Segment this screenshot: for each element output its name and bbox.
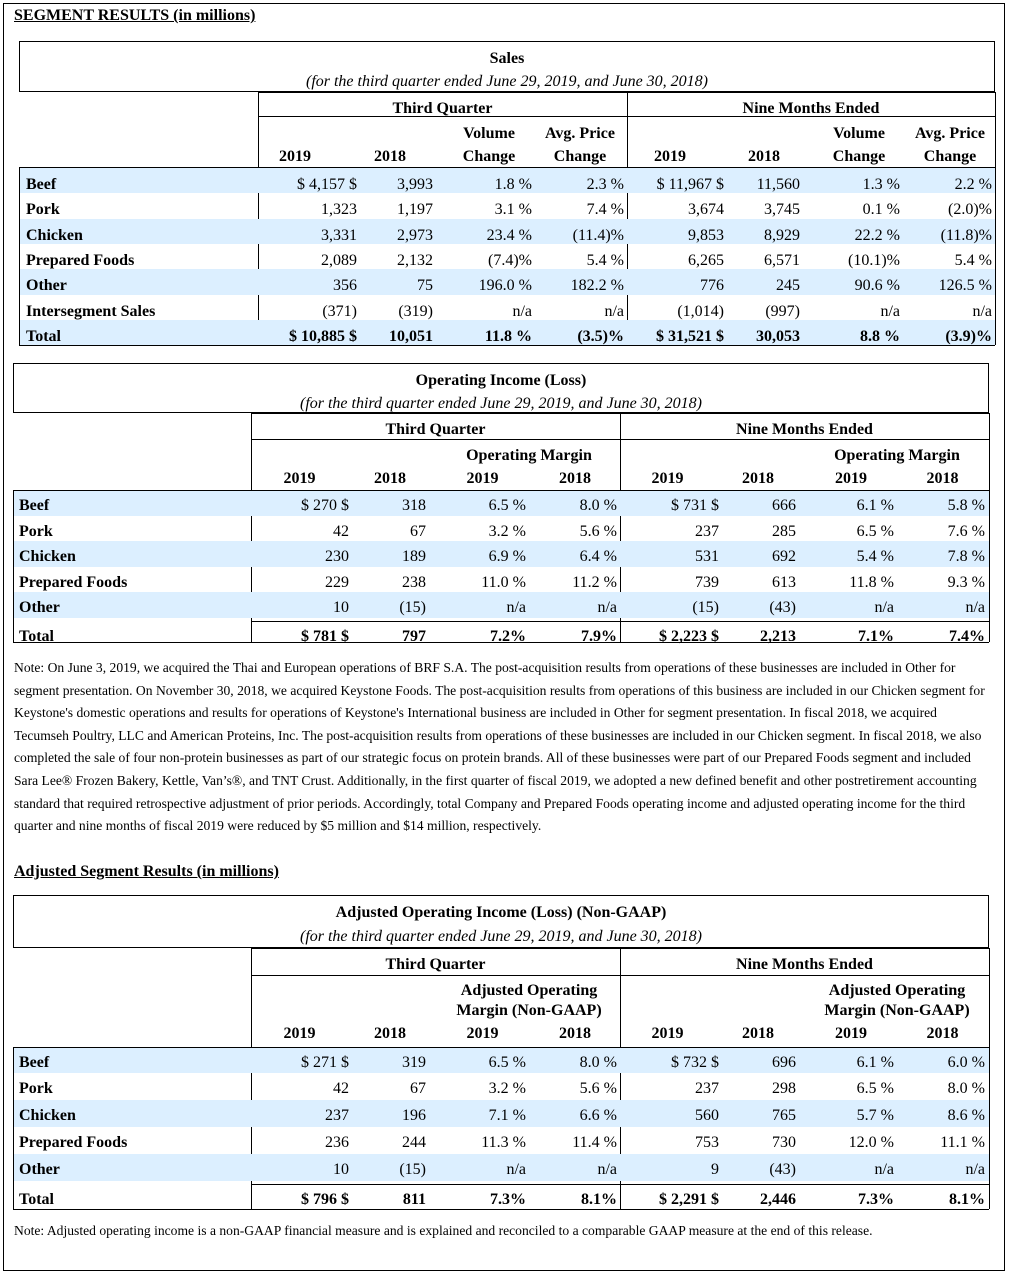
sales-outer-left-rule (19, 167, 20, 345)
sales-cell-nm_2018: 245 (776, 277, 800, 294)
oi-cell-tq_m2019: n/a (506, 599, 526, 616)
sales-cell-nm_price: (2.0)% (948, 201, 992, 218)
adj-cell-nm_m2018: 11.1 % (940, 1134, 985, 1151)
sales-cell-nm_vol: 1.3 % (862, 176, 900, 193)
oi-col-nm_m2019: 2019 (835, 470, 867, 487)
sales-cell-tq_2019: $ 10,885 $ (289, 328, 357, 345)
sales-cell-tq_2018: 1,197 (397, 201, 433, 218)
adj-cell-nm_m2019: 5.7 % (856, 1107, 894, 1124)
oi-cell-tq_2019: 230 (325, 548, 349, 565)
adj-col-tq_2019: 2019 (283, 1025, 316, 1042)
adj-cell-tq_2018: 811 (402, 1191, 426, 1208)
sales-cell-nm_2018: 8,929 (764, 227, 800, 244)
sales-cell-nm_vol: 0.1 % (862, 201, 900, 218)
sales-col-nm_price-line2: Change (923, 148, 977, 165)
sales-cell-tq_price: 7.4 % (586, 201, 624, 218)
sales-col-tq_vol-line1: Volume (463, 125, 515, 142)
sales-col-nm_vol-line2: Change (832, 148, 886, 165)
adj-cell-nm_m2018: 8.0 % (947, 1080, 985, 1097)
adjusted-income-subtitle: (for the third quarter ended June 29, 2019, and June 30, 2018) (299, 928, 702, 945)
adj-row-label: Prepared Foods (19, 1134, 128, 1151)
oi-header-bottom-line (13, 490, 989, 491)
sales-col-tq_price-line1: Avg. Price (545, 125, 615, 142)
sales-col-tq_2018: 2018 (374, 148, 406, 165)
operating-income-title: Operating Income (Loss) (415, 372, 587, 389)
sales-cell-tq_2018: (319) (398, 303, 433, 320)
sales-cell-nm_price: (3.9)% (945, 328, 992, 345)
sales-cell-tq_2018: 2,132 (397, 252, 433, 269)
oi-cell-nm_m2019: 5.4 % (856, 548, 894, 565)
oi-total-line (251, 621, 989, 622)
sales-cell-nm_vol: 90.6 % (854, 277, 900, 294)
adj-cell-nm_m2019: n/a (874, 1161, 894, 1178)
adj-cell-tq_m2019: n/a (506, 1161, 526, 1178)
oi-cell-nm_m2018: 7.8 % (947, 548, 985, 565)
adj-cell-nm_2018: 730 (772, 1134, 796, 1151)
adj-cell-nm_2018: 298 (772, 1080, 796, 1097)
adj-cell-tq_2018: 244 (402, 1134, 426, 1151)
oi-cell-tq_m2019: 3.2 % (488, 523, 526, 540)
adj-cell-tq_2019: 42 (333, 1080, 349, 1097)
oi-col-nm_2018: 2018 (742, 470, 774, 487)
sales-cell-nm_2019: 9,853 (688, 227, 724, 244)
sales-cell-nm_2019: (1,014) (677, 303, 724, 320)
oi-cell-tq_m2018: 6.4 % (579, 548, 617, 565)
adj-group-nine-months: Nine Months Ended (736, 956, 873, 973)
sales-row-label: Prepared Foods (26, 252, 135, 269)
sales-cell-tq_price: 182.2 % (570, 277, 624, 294)
oi-row-label: Prepared Foods (19, 574, 128, 591)
oi-cell-nm_m2019: 6.1 % (856, 497, 894, 514)
sales-cell-tq_vol: 11.8 % (484, 328, 532, 345)
sales-col-tq_2019: 2019 (279, 148, 311, 165)
sales-cell-tq_2019: 3,331 (321, 227, 357, 244)
oi-cell-tq_2018: (15) (399, 599, 426, 616)
adjusted-segment-results-heading: Adjusted Segment Results (in millions) (14, 863, 279, 880)
adj-cell-nm_2018: 765 (772, 1107, 796, 1124)
sales-cell-tq_2019: 2,089 (321, 252, 357, 269)
sales-row-label: Beef (26, 176, 57, 193)
sales-cell-nm_price: n/a (972, 303, 992, 320)
oi-cell-nm_m2018: 7.6 % (947, 523, 985, 540)
operating-income-subtitle: (for the third quarter ended June 29, 2019, and June 30, 2018) (299, 395, 702, 412)
sales-col-tq_price-line2: Change (553, 148, 607, 165)
adj-outer-left-rule (13, 1047, 14, 1209)
sales-cell-tq_price: n/a (604, 303, 624, 320)
adj-cell-tq_m2019: 3.2 % (488, 1080, 526, 1097)
adj-cell-nm_m2018: 8.1% (949, 1191, 985, 1208)
sales-subtitle: (for the third quarter ended June 29, 2019, and June 30, 2018) (305, 73, 708, 90)
oi-col-tq_2019: 2019 (283, 470, 316, 487)
acquisitions-note: Note: On June 3, 2019, we acquired the Thai and European operations of BRF S.A. The post-acquisition results from operations of these businesses are included in Other for segment presentation. On November 30, 2018, we acquired Keystone Foods. The post-acquisition results from operations of this business are included in our Chicken segment for Keystone's domestic operations and results for operations of Keystone's International business are included in Other for segment presentation. In fiscal 2018, we acquired Tecumseh Poultry, LLC and American Proteins, Inc. The post-acquisition results from operations of these businesses are included in our Chicken segment. In fiscal 2018, we also completed the sale of four non-protein businesses as part of our strategic focus on protein brands. All of these businesses were part of our Prepared Foods segment and included Sara Lee® Frozen Bakery, Kettle, Van’s®, and TNT Crust. Additionally, in the first quarter of fiscal 2019, we adopted a new defined benefit and other postretirement accounting standard that required retrospective adjustment of prior periods. Accordingly, total Company and Prepared Foods operating income and adjusted operating income for the third quarter and nine months of fiscal 2019 were reduced by $5 million and $14 million, respectively. (14, 660, 985, 834)
sales-row-label: Total (26, 328, 61, 345)
adj-cell-nm_m2018: 8.6 % (947, 1107, 985, 1124)
sales-cell-tq_2018: 10,051 (389, 328, 433, 345)
adj-cell-nm_m2019: 6.1 % (856, 1054, 894, 1071)
adj-total-line (251, 1184, 989, 1185)
sales-cell-tq_price: 5.4 % (586, 252, 624, 269)
oi-row-label: Total (19, 628, 54, 645)
oi-cell-tq_m2018: n/a (597, 599, 617, 616)
oi-cell-tq_m2018: 8.0 % (579, 497, 617, 514)
oi-cell-tq_2019: $ 270 $ (301, 497, 349, 514)
oi-row-label: Other (19, 599, 60, 616)
sales-cell-nm_2019: 3,674 (688, 201, 724, 218)
adj-cell-nm_m2018: 6.0 % (947, 1054, 985, 1071)
oi-cell-nm_m2019: 7.1% (858, 628, 894, 645)
adj-cell-nm_m2019: 7.3% (858, 1191, 894, 1208)
oi-cell-nm_2018: 613 (772, 574, 796, 591)
sales-row-label: Intersegment Sales (26, 303, 156, 320)
adj-right-rule (989, 948, 990, 1209)
oi-row-label: Beef (19, 497, 50, 514)
sales-row-label: Other (26, 277, 67, 294)
adj-cell-tq_m2018: 8.1% (581, 1191, 617, 1208)
adj-cell-nm_2019: 237 (695, 1080, 719, 1097)
oi-cell-tq_2018: 797 (402, 628, 426, 645)
sales-title: Sales (489, 50, 525, 67)
segment-results-heading: SEGMENT RESULTS (in millions) (14, 7, 256, 24)
oi-tq-margin-header: Operating Margin (466, 447, 592, 464)
sales-cell-nm_price: 2.2 % (954, 176, 992, 193)
adj-col-tq_2018: 2018 (374, 1025, 406, 1042)
oi-cell-tq_2019: 42 (333, 523, 349, 540)
sales-col-nm_price-line1: Avg. Price (915, 125, 985, 142)
oi-cell-tq_2018: 67 (410, 523, 426, 540)
adj-cell-tq_m2018: 5.6 % (579, 1080, 617, 1097)
oi-group-nine-months: Nine Months Ended (736, 421, 873, 438)
sales-cell-nm_price: 5.4 % (954, 252, 992, 269)
sales-cell-nm_price: (11.8)% (940, 227, 992, 244)
adj-cell-tq_m2018: 6.6 % (579, 1107, 617, 1124)
oi-cell-nm_2019: 237 (695, 523, 719, 540)
adj-col-nm_m2019: 2019 (835, 1025, 867, 1042)
adj-cell-tq_2018: 196 (402, 1107, 426, 1124)
oi-cell-nm_2019: $ 2,223 $ (659, 628, 719, 645)
adj-col-nm_m2018: 2018 (926, 1025, 959, 1042)
adj-cell-tq_2019: 236 (325, 1134, 349, 1151)
sales-cell-tq_vol: 23.4 % (486, 227, 532, 244)
adj-cell-tq_m2018: 8.0 % (579, 1054, 617, 1071)
sales-title-box (19, 41, 995, 92)
sales-cell-tq_vol: 1.8 % (494, 176, 532, 193)
sales-col-nm_2018: 2018 (748, 148, 780, 165)
oi-cell-nm_2019: 531 (695, 548, 719, 565)
adj-cell-tq_m2018: 11.4 % (572, 1134, 617, 1151)
adj-cell-tq_2019: 10 (333, 1161, 349, 1178)
oi-group-third-quarter: Third Quarter (385, 421, 486, 438)
sales-group-nine-months: Nine Months Ended (742, 100, 880, 117)
oi-cell-nm_m2018: 7.4% (949, 628, 985, 645)
oi-col-tq_m2018: 2018 (559, 470, 591, 487)
adjusted-income-title: Adjusted Operating Income (Loss) (Non-GAAP) (335, 904, 667, 921)
adj-cell-nm_m2019: 12.0 % (848, 1134, 894, 1151)
sales-cell-tq_price: (3.5)% (577, 328, 624, 345)
adj-col-nm_2018: 2018 (742, 1025, 774, 1042)
sales-cell-nm_vol: 22.2 % (854, 227, 900, 244)
oi-cell-tq_2019: $ 781 $ (301, 628, 349, 645)
sales-cell-nm_2018: (997) (765, 303, 800, 320)
adj-cell-nm_2019: $ 732 $ (671, 1054, 719, 1071)
sales-cell-tq_2019: 1,323 (321, 201, 357, 218)
oi-cell-tq_2019: 229 (325, 574, 349, 591)
adj-cell-nm_2019: 753 (695, 1134, 719, 1151)
adj-cell-tq_2018: (15) (399, 1161, 426, 1178)
oi-outer-left-rule (13, 490, 14, 642)
adj-cell-tq_2018: 67 (410, 1080, 426, 1097)
adj-col-tq_m2019: 2019 (466, 1025, 499, 1042)
oi-row-label: Pork (19, 523, 53, 540)
sales-cell-tq_2019: $ 4,157 $ (297, 176, 357, 193)
oi-cell-nm_2018: 285 (772, 523, 796, 540)
oi-cell-nm_m2019: 6.5 % (856, 523, 894, 540)
adjusted-income-title-box (13, 895, 989, 948)
sales-cell-nm_vol: (10.1)% (848, 252, 900, 269)
oi-nm-margin-header: Operating Margin (834, 447, 960, 464)
sales-col-nm_2019: 2019 (654, 148, 686, 165)
adj-cell-tq_2018: 319 (402, 1054, 426, 1071)
sales-cell-nm_price: 126.5 % (938, 277, 992, 294)
oi-cell-nm_m2019: n/a (874, 599, 894, 616)
non-gaap-note: Note: Adjusted operating income is a non-GAAP financial measure and is explained and reconciled to a comparable GAAP measure at the end of this release. (14, 1223, 873, 1238)
sales-cell-tq_2018: 75 (417, 277, 433, 294)
adj-tq-margin-header: Adjusted Operating (460, 982, 598, 999)
sales-cell-nm_2019: $ 31,521 $ (656, 328, 724, 345)
adj-row-label: Beef (19, 1054, 50, 1071)
sales-cell-tq_price: (11.4)% (572, 227, 624, 244)
oi-cell-tq_m2019: 6.5 % (488, 497, 526, 514)
oi-cell-nm_2018: 2,213 (760, 628, 796, 645)
adj-cell-nm_2019: $ 2,291 $ (659, 1191, 719, 1208)
oi-cell-nm_2019: 739 (695, 574, 719, 591)
adj-col-nm_2019: 2019 (651, 1025, 684, 1042)
adj-bottom-line (13, 1209, 989, 1210)
oi-cell-nm_2019: $ 731 $ (671, 497, 719, 514)
oi-cell-tq_2018: 238 (402, 574, 426, 591)
adj-cell-nm_2018: 696 (772, 1054, 796, 1071)
oi-col-tq_m2019: 2019 (466, 470, 499, 487)
sales-group-third-quarter: Third Quarter (392, 100, 493, 117)
adj-row-label: Total (19, 1191, 54, 1208)
oi-right-rule (989, 413, 990, 642)
adj-cell-tq_m2019: 11.3 % (481, 1134, 526, 1151)
sales-cell-tq_2018: 3,993 (397, 176, 433, 193)
sales-cell-tq_vol: (7.4)% (488, 252, 532, 269)
adj-cell-tq_m2019: 7.3% (490, 1191, 526, 1208)
sales-right-rule (995, 92, 996, 345)
sales-cell-nm_2019: 6,265 (688, 252, 724, 269)
oi-cell-nm_2018: 692 (772, 548, 796, 565)
adj-header-bottom-line (13, 1047, 989, 1048)
sales-cell-nm_2019: 776 (700, 277, 724, 294)
oi-cell-tq_m2019: 6.9 % (488, 548, 526, 565)
oi-cell-tq_m2019: 11.0 % (481, 574, 526, 591)
oi-cell-tq_2018: 318 (402, 497, 426, 514)
sales-cell-nm_2019: $ 11,967 $ (656, 176, 724, 193)
adj-cell-nm_2018: 2,446 (760, 1191, 796, 1208)
oi-cell-nm_m2018: 5.8 % (947, 497, 985, 514)
adj-row-label: Chicken (19, 1107, 76, 1124)
adj-row-label: Other (19, 1161, 60, 1178)
oi-cell-nm_2018: (43) (769, 599, 796, 616)
adj-cell-tq_m2018: n/a (597, 1161, 617, 1178)
sales-col-nm_vol-line1: Volume (833, 125, 885, 142)
sales-row-label: Pork (26, 201, 60, 218)
operating-income-title-box (13, 363, 989, 413)
sales-col-tq_vol-line2: Change (462, 148, 516, 165)
adj-col-tq_m2018: 2018 (559, 1025, 591, 1042)
sales-row-label: Chicken (26, 227, 83, 244)
adj-nm-margin-header: Adjusted Operating (828, 982, 966, 999)
oi-cell-nm_m2019: 11.8 % (849, 574, 894, 591)
oi-cell-nm_m2018: n/a (965, 599, 985, 616)
sales-cell-nm_2018: 30,053 (756, 328, 800, 345)
oi-cell-nm_m2018: 9.3 % (947, 574, 985, 591)
oi-cell-tq_2018: 189 (402, 548, 426, 565)
oi-cell-tq_2019: 10 (333, 599, 349, 616)
sales-cell-nm_2018: 3,745 (764, 201, 800, 218)
adj-cell-nm_2019: 560 (695, 1107, 719, 1124)
oi-cell-nm_2019: (15) (692, 599, 719, 616)
sales-cell-nm_vol: 8.8 % (860, 328, 900, 345)
adj-cell-nm_m2019: 6.5 % (856, 1080, 894, 1097)
oi-cell-nm_2018: 666 (772, 497, 796, 514)
adj-cell-tq_2019: $ 796 $ (301, 1191, 349, 1208)
sales-cell-tq_vol: n/a (512, 303, 532, 320)
sales-cell-tq_2019: (371) (322, 303, 357, 320)
adj-cell-nm_2019: 9 (711, 1161, 719, 1178)
sales-bottom-line (19, 345, 995, 346)
sales-cell-tq_vol: 3.1 % (494, 201, 532, 218)
sales-cell-tq_2019: 356 (333, 277, 357, 294)
oi-col-nm_m2018: 2018 (926, 470, 959, 487)
oi-cell-tq_m2018: 7.9% (581, 628, 617, 645)
adj-nm-margin-header: Margin (Non-GAAP) (824, 1002, 970, 1019)
adj-cell-tq_2019: 237 (325, 1107, 349, 1124)
oi-col-nm_2019: 2019 (651, 470, 684, 487)
adj-group-third-quarter: Third Quarter (385, 956, 486, 973)
oi-col-tq_2018: 2018 (374, 470, 406, 487)
oi-cell-tq_m2018: 5.6 % (579, 523, 617, 540)
sales-cell-nm_vol: n/a (880, 303, 900, 320)
oi-row-label: Chicken (19, 548, 76, 565)
adj-cell-nm_m2018: n/a (965, 1161, 985, 1178)
sales-cell-nm_2018: 11,560 (756, 176, 800, 193)
adj-cell-tq_m2019: 7.1 % (488, 1107, 526, 1124)
adj-tq-margin-header: Margin (Non-GAAP) (456, 1002, 602, 1019)
sales-cell-tq_vol: 196.0 % (478, 277, 532, 294)
adj-cell-nm_2018: (43) (769, 1161, 796, 1178)
sales-cell-nm_2018: 6,571 (764, 252, 800, 269)
sales-cell-tq_2018: 2,973 (397, 227, 433, 244)
sales-cell-tq_price: 2.3 % (586, 176, 624, 193)
adj-row-label: Pork (19, 1080, 53, 1097)
adj-cell-tq_m2019: 6.5 % (488, 1054, 526, 1071)
oi-cell-tq_m2018: 11.2 % (572, 574, 617, 591)
adj-cell-tq_2019: $ 271 $ (301, 1054, 349, 1071)
oi-cell-tq_m2019: 7.2% (490, 628, 526, 645)
